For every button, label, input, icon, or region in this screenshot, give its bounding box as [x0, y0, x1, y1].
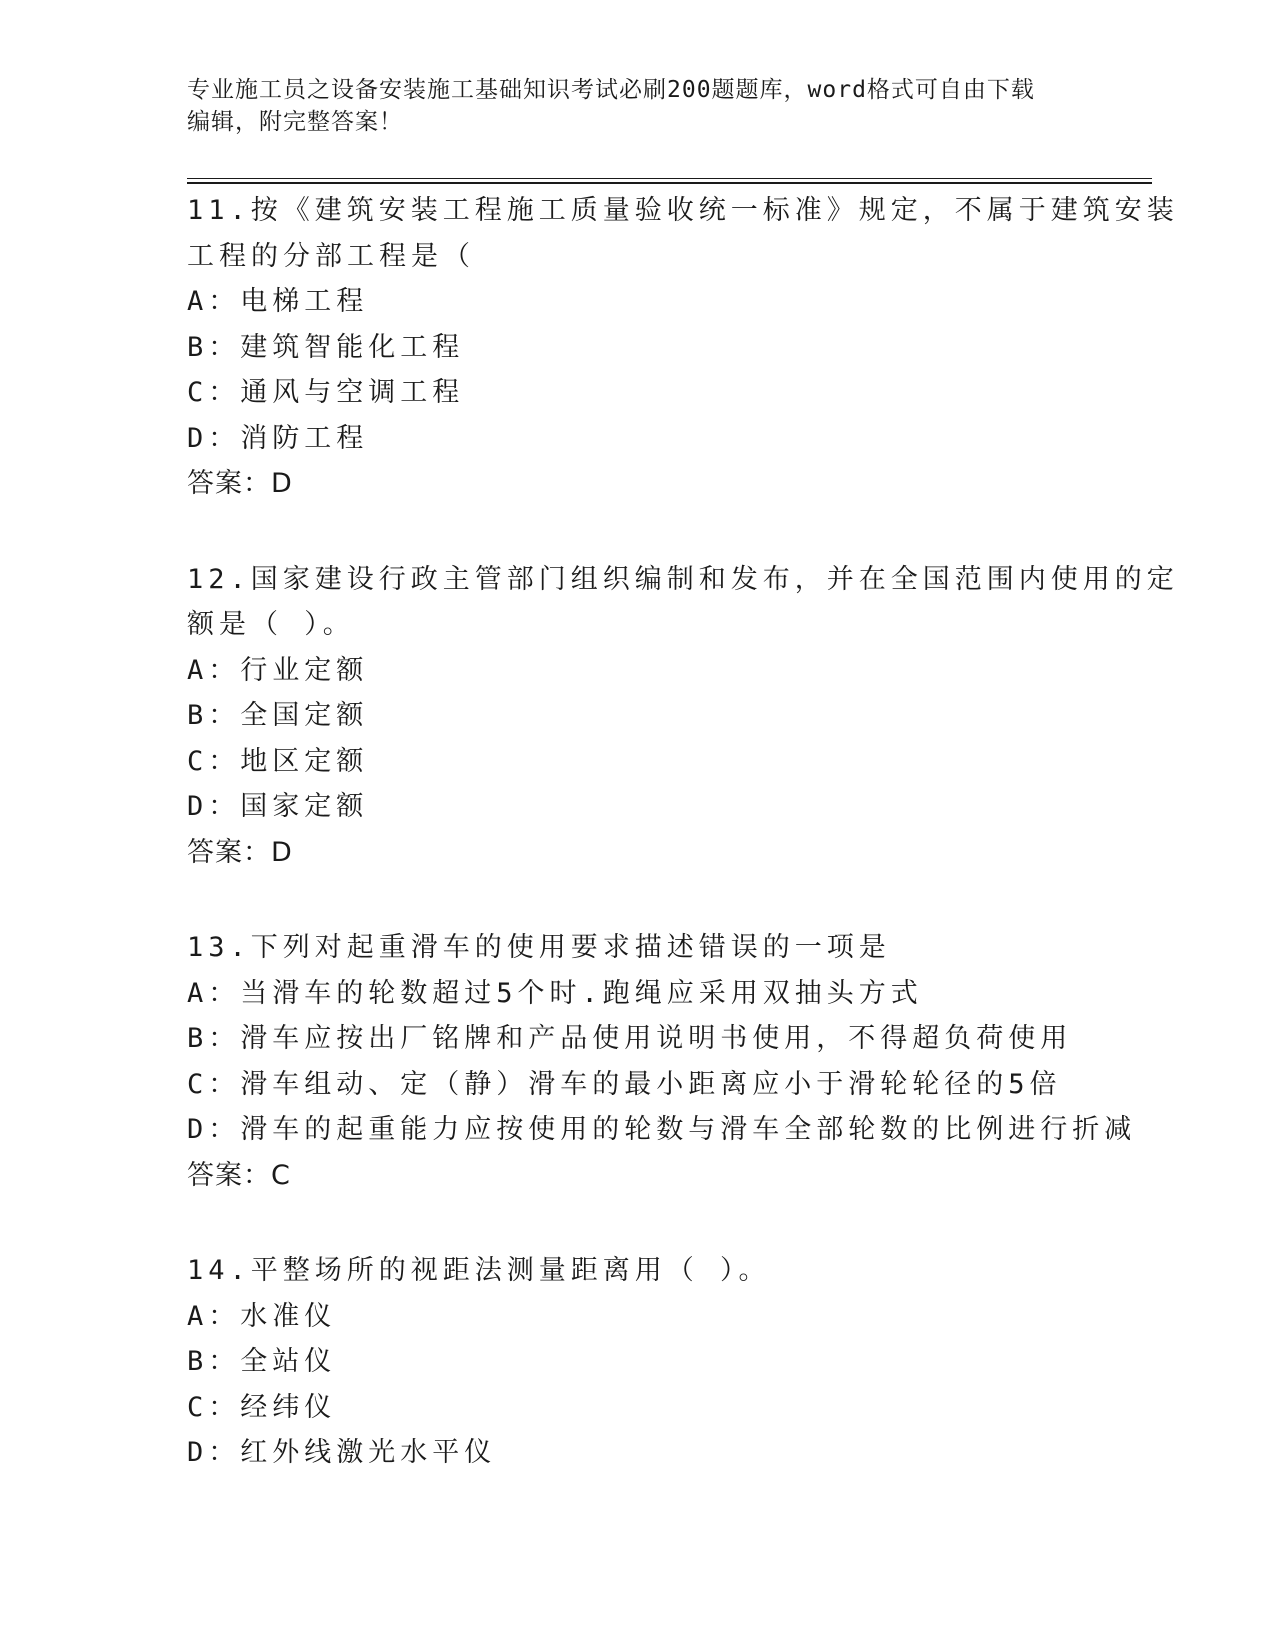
document-header [187, 74, 1067, 138]
option-a: A：水准仪 [187, 1300, 337, 1332]
question-11 [187, 188, 1179, 507]
header-divider-top [187, 178, 1152, 179]
option-b: B：建筑智能化工程 [187, 331, 465, 363]
answer-line: 答案：D [187, 468, 293, 499]
option-c: C：经纬仪 [187, 1391, 337, 1423]
option-a: A：行业定额 [187, 654, 369, 686]
answer-line: 答案：C [187, 1159, 291, 1191]
answer-line: 答案：D [187, 836, 293, 868]
option-c: C：滑车组动、定（静）滑车的最小距离应小于滑轮轮径的5倍 [187, 1068, 1062, 1100]
question-stem-line-2: 额是（ ）。 [187, 609, 355, 640]
question-13 [187, 925, 1137, 1198]
header-line-2: 编辑，附完整答案！ [187, 109, 403, 135]
question-14 [187, 1248, 1087, 1476]
option-d: D：滑车的起重能力应按使用的轮数与滑车全部轮数的比例进行折减 [187, 1114, 1137, 1145]
option-d: D：国家定额 [187, 791, 369, 822]
option-d: D：红外线激光水平仪 [187, 1437, 497, 1468]
question-stem-line-1: 11.按《建筑安装工程施工质量验收统一标准》规定，不属于建筑安装 [187, 195, 1179, 226]
question-list [187, 188, 1179, 1526]
question-stem-line-1: 13.下列对起重滑车的使用要求描述错误的一项是 [187, 932, 891, 963]
option-b: B：全站仪 [187, 1346, 337, 1377]
header-divider-bottom [187, 182, 1152, 184]
option-b: B：全国定额 [187, 700, 369, 731]
option-c: C：通风与空调工程 [187, 377, 465, 408]
question-stem-line-1: 12.国家建设行政主管部门组织编制和发布，并在全国范围内使用的定 [187, 563, 1179, 595]
option-c: C：地区定额 [187, 745, 369, 777]
option-b: B：滑车应按出厂铭牌和产品使用说明书使用，不得超负荷使用 [187, 1023, 1073, 1054]
option-a: A：当滑车的轮数超过5个时.跑绳应采用双抽头方式 [187, 977, 923, 1009]
option-d: D：消防工程 [187, 422, 369, 454]
question-stem-line-1: 14.平整场所的视距法测量距离用（ ）。 [187, 1255, 771, 1286]
question-12 [187, 557, 1179, 876]
header-line-1: 专业施工员之设备安装施工基础知识考试必刷200题题库，word格式可自由下载 [187, 77, 1035, 103]
question-stem-line-2: 工程的分部工程是（ [187, 240, 475, 272]
option-a: A：电梯工程 [187, 286, 369, 317]
